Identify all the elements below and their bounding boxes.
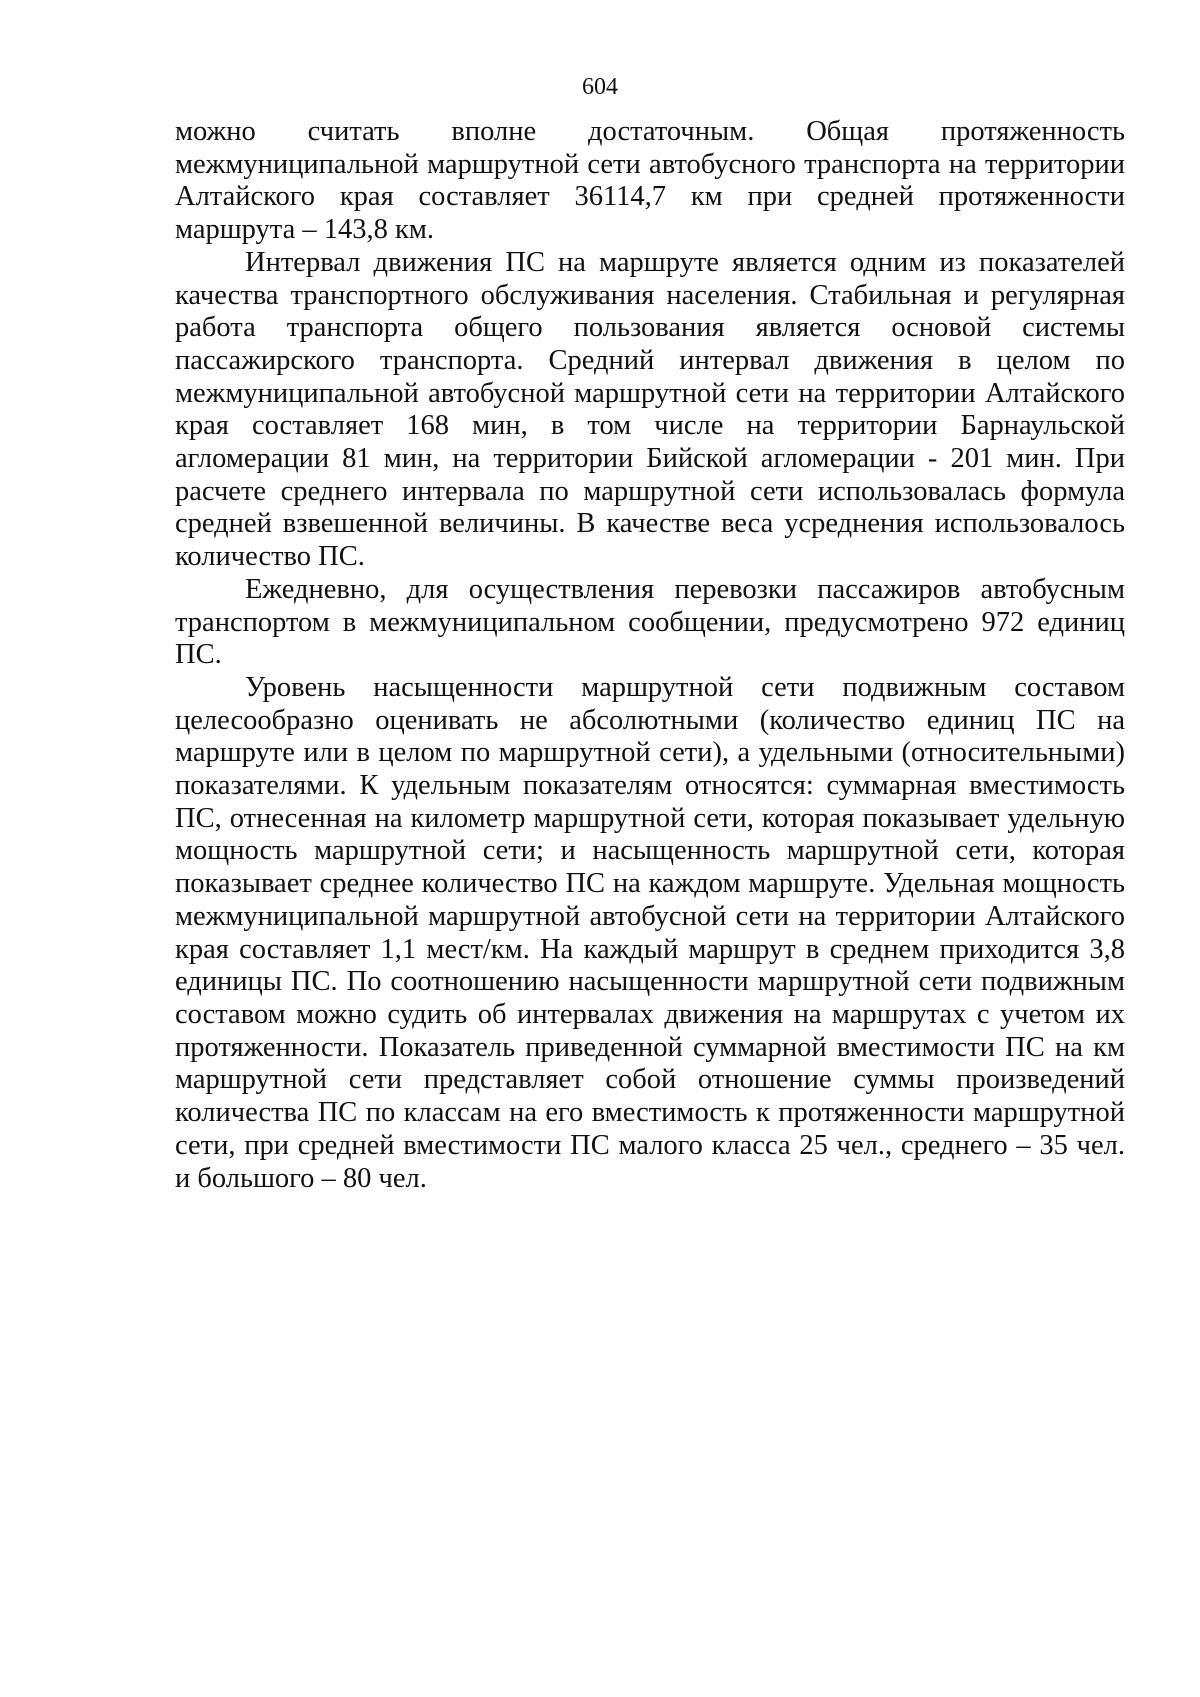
paragraph-3: Ежедневно, для осуществления перевозки пассажиров автобусным транспортом в межмуниципальном сообщении, предусмотрено 972 единиц ПС. <box>175 573 1125 671</box>
paragraph-1: можно считать вполне достаточным. Общая протяженность межмуниципальной маршрутной сети автобусного транспорта на территории Алтайского края составляет 36114,7 км при средней протяженности маршрута – 143,8 км. <box>175 116 1125 246</box>
paragraph-2: Интервал движения ПС на маршруте является одним из показателей качества транспортного обслуживания населения. Стабильная и регулярная работа транспорта общего пользования является основой системы пассажирского транспорта. Средний интервал движения в целом по межмуниципальной автобусной маршрутной сети на территории Алтайского края составляет 168 мин, в том числе на территории Барнаульской агломерации 81 мин, на территории Бийской агломерации - 201 мин. При расчете среднего интервала по маршрутной сети использовалась формула средней взвешенной величины. В качестве веса усреднения использовалось количество ПС. <box>175 246 1125 573</box>
page-number: 604 <box>582 74 618 100</box>
paragraph-4: Уровень насыщенности маршрутной сети подвижным составом целесообразно оценивать не абсолютными (количество единиц ПС на маршруте или в целом по маршрутной сети), а удельными (относительными) показателями. К удельным показателям относятся: суммарная вместимость ПС, отнесенная на километр маршрутной сети, которая показывает удельную мощность маршрутной сети; и насыщенность маршрутной сети, которая показывает среднее количество ПС на каждом маршруте. Удельная мощность межмуниципальной маршрутной автобусной сети на территории Алтайского края составляет 1,1 мест/км. На каждый маршрут в среднем приходится 3,8 единицы ПС. По соотношению насыщенности маршрутной сети подвижным составом можно судить об интервалах движения на маршрутах с учетом их протяженности. Показатель приведенной суммарной вместимости ПС на км маршрутной сети представляет собой отношение суммы произведений количества ПС по классам на его вместимость к протяженности маршрутной сети, при средней вместимости ПС малого класса 25 чел., среднего – 35 чел. и большого – 80 чел. <box>175 671 1125 1194</box>
document-body <box>175 116 1125 1195</box>
